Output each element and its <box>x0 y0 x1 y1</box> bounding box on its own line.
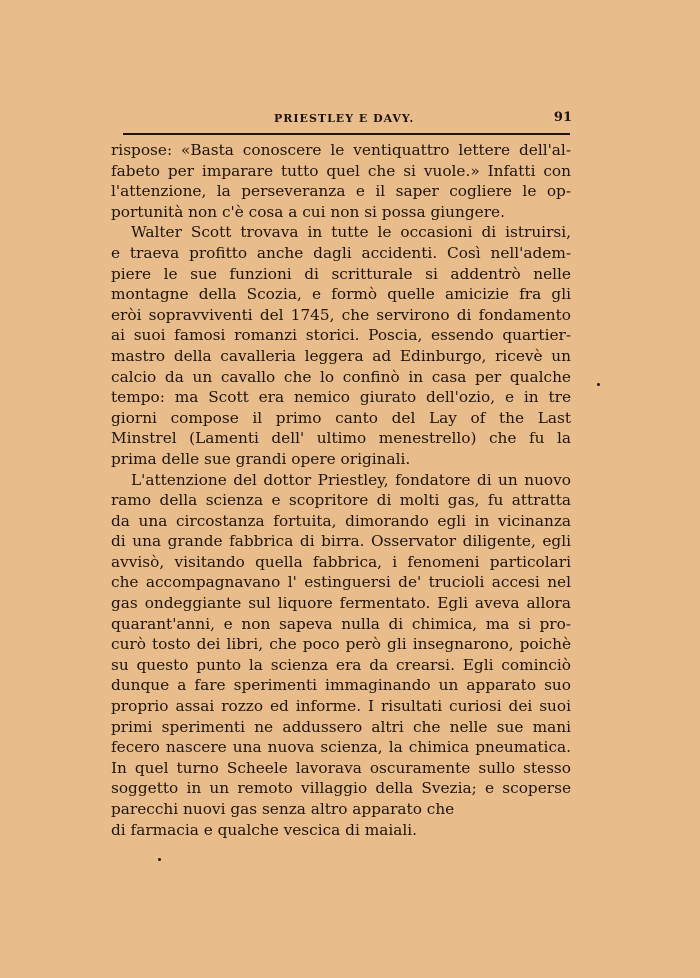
text-line: ai suoi famosi romanzi storici. Poscia, essendo quartier- <box>111 326 571 345</box>
text-line: e traeva profitto anche dagli accidenti. Così nell'adem- <box>111 243 571 262</box>
text-line: dunque a fare sperimenti immaginando un apparato suo <box>111 676 571 695</box>
text-line: Walter Scott trovava in tutte le occasioni di istruirsi, <box>131 223 571 242</box>
text-line: l'attenzione, la perseveranza e il saper cogliere le op- <box>111 182 571 201</box>
text-line: che accompagnavano l' estinguersi de' trucioli accesi nel <box>111 573 571 592</box>
text-line: di una grande fabbrica di birra. Osservator diligente, egli <box>111 532 571 551</box>
text-line: soggetto in un remoto villaggio della Svezia; e scoperse <box>111 779 571 798</box>
text-line: di farmacia e qualche vescica di maiali. <box>111 820 417 839</box>
text-line: montagne della Scozia, e formò quelle amicizie fra gli <box>111 285 571 304</box>
text-line: piere le sue funzioni di scritturale si addentrò nelle <box>111 264 571 283</box>
ink-speck <box>158 858 161 861</box>
text-line: tempo: ma Scott era nemico giurato dell'ozio, e in tre <box>111 388 571 407</box>
text-line: portunità non c'è cosa a cui non si possa giungere. <box>111 202 505 221</box>
text-line: curò tosto dei libri, che poco però gli insegnarono, poichè <box>111 635 571 654</box>
text-line: da una circostanza fortuita, dimorando egli in vicinanza <box>111 511 571 530</box>
text-line: fecero nascere una nuova scienza, la chimica pneumatica. <box>111 738 571 757</box>
text-line: fabeto per imparare tutto quel che si vuole.» Infatti con <box>111 161 571 180</box>
text-line: Minstrel (Lamenti dell' ultimo menestrello) che fu la <box>111 429 571 448</box>
body-text <box>111 140 571 840</box>
text-line: su questo punto la scienza era da crearsi. Egli cominciò <box>111 655 571 674</box>
page-number: 91 <box>553 110 572 125</box>
text-line: primi sperimenti ne addussero altri che nelle sue mani <box>111 717 571 736</box>
text-line: prima delle sue grandi opere originali. <box>111 449 411 468</box>
text-line: ramo della scienza e scopritore di molti gas, fu attratta <box>111 491 571 510</box>
running-head <box>112 110 572 130</box>
text-line: giorni compose il primo canto del Lay of the Last <box>111 408 571 427</box>
text-line: L'attenzione del dottor Priestley, fondatore di un nuovo <box>131 470 571 489</box>
text-line: mastro della cavalleria leggera ad Edinburgo, ricevè un <box>111 346 571 365</box>
text-line: eròi sopravviventi del 1745, che servirono di fondamento <box>111 305 571 324</box>
text-line: avvisò, visitando quella fabbrica, i fenomeni particolari <box>111 552 571 571</box>
text-line: gas ondeggiante sul liquore fermentato. Egli aveva allora <box>111 594 571 613</box>
ink-speck <box>597 383 600 386</box>
text-line: calcio da un cavallo che lo confinò in casa per qualche <box>111 367 571 386</box>
text-line: rispose: «Basta conoscere le ventiquattro lettere dell'al- <box>111 141 571 159</box>
text-line: proprio assai rozzo ed informe. I risultati curiosi dei suoi <box>111 697 571 716</box>
text-line: In quel turno Scheele lavorava oscuramente sullo stesso <box>111 758 571 777</box>
text-line: quarant'anni, e non sapeva nulla di chimica, ma si pro- <box>111 614 571 633</box>
header-rule <box>123 133 570 135</box>
running-title: PRIESTLEY E DAVY. <box>274 112 415 125</box>
text-line: parecchi nuovi gas senza altro apparato che <box>111 800 455 818</box>
